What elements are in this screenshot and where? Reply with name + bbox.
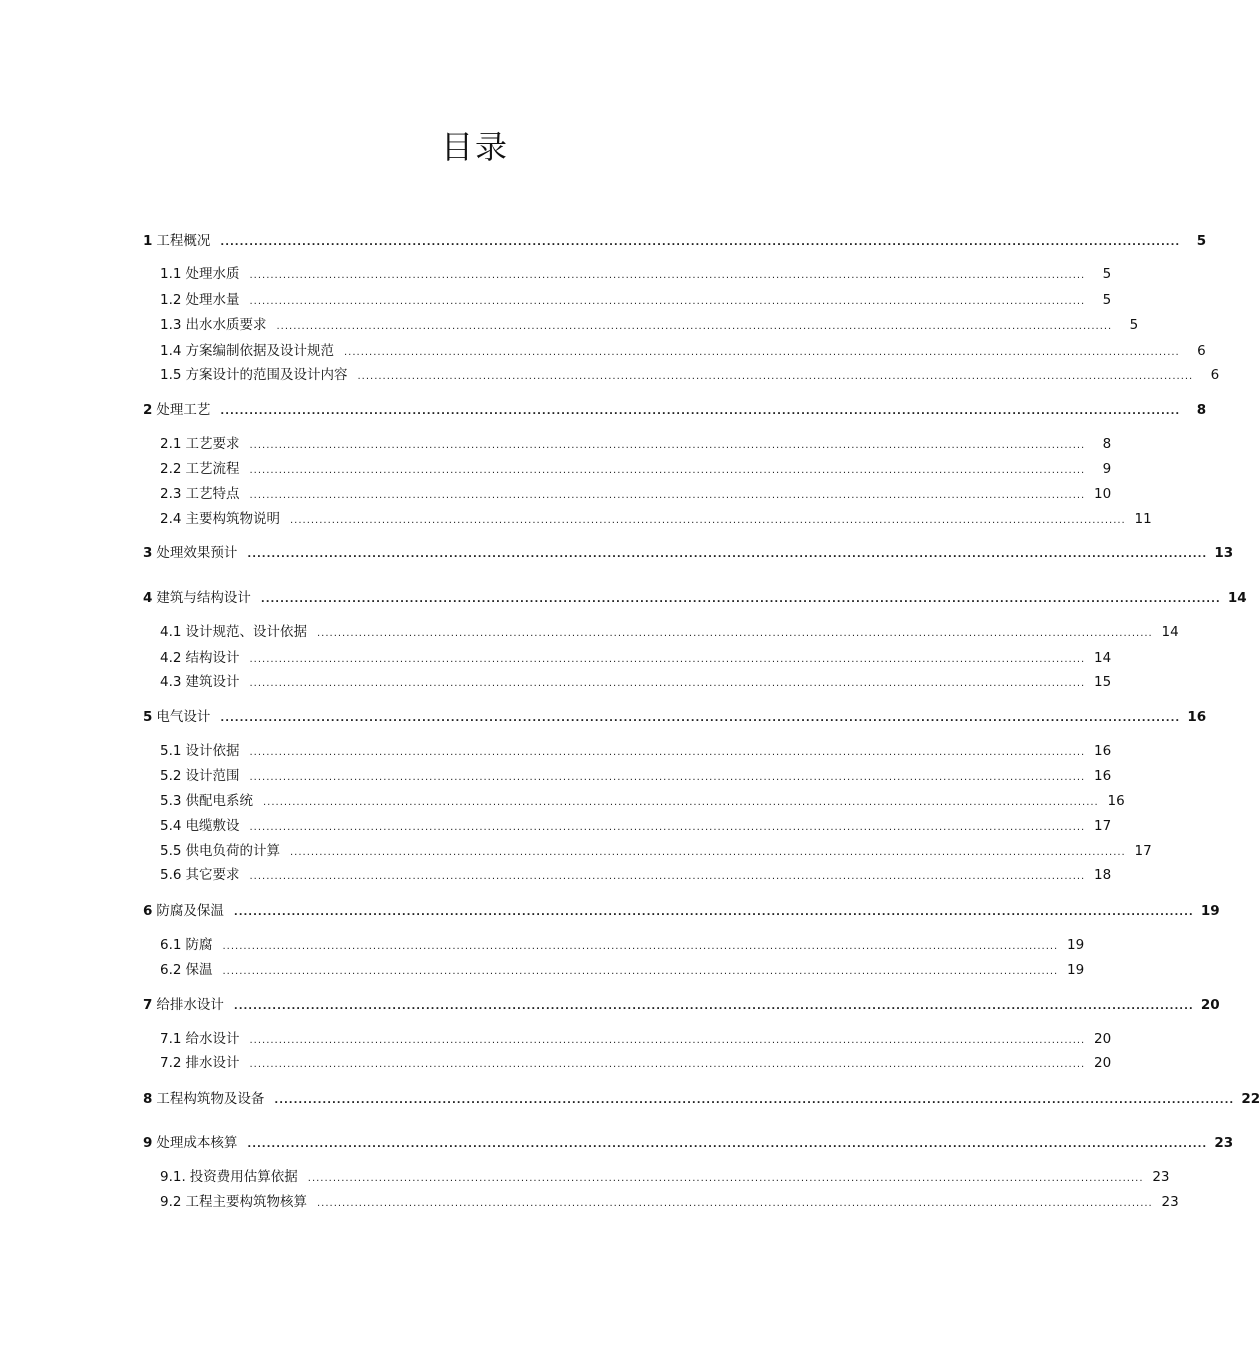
toc-page-number: 19 [1200,903,1220,919]
toc-entry-label: 工程主要构筑物核算 [185,1194,307,1210]
toc-entry-label: 排水设计 [185,1055,240,1071]
toc-entry-number: 5.2 [160,768,182,784]
toc-leader-dots: ........................................................................................................................................................................................................ [222,966,1059,977]
toc-entry-number: 2.2 [160,461,182,477]
toc-page-number: 11 [1134,511,1152,527]
toc-leader-dots: ........................................................................................................................................................................................................ [262,797,1099,808]
toc-section-entry[interactable] [160,1030,1112,1048]
toc-page-number: 10 [1094,486,1112,502]
toc-leader-dots: ........................................................................................................................................................................................................ [233,907,1194,918]
toc-entry-label: 主要构筑物说明 [185,511,280,527]
toc-entry-label: 建筑与结构设计 [156,590,251,606]
toc-entry-label: 给排水设计 [156,997,224,1013]
toc-entry-number: 6 [143,903,153,919]
toc-section-entry[interactable] [160,649,1112,667]
toc-entry-label: 处理水量 [185,292,240,308]
toc-entry-label: 处理成本核算 [156,1135,238,1151]
toc-leader-dots: ........................................................................................................................................................................................................ [289,515,1126,526]
toc-entry-number: 1.2 [160,292,182,308]
toc-entry-label: 处理效果预计 [156,545,238,561]
toc-section-entry[interactable] [160,842,1152,860]
toc-page-number: 22 [1241,1091,1260,1107]
toc-entry-label: 工程概况 [156,233,211,249]
toc-page-number: 9 [1102,461,1112,477]
toc-entry-label: 方案编制依据及设计规范 [185,343,334,359]
toc-page-number: 13 [1214,545,1234,561]
toc-page-number: 23 [1214,1135,1234,1151]
toc-page-number: 14 [1094,650,1112,666]
toc-entry-number: 6.2 [160,962,182,978]
toc-chapter-entry[interactable] [143,996,1220,1014]
toc-page-number: 14 [1161,624,1179,640]
toc-chapter-entry[interactable] [143,544,1234,562]
toc-entry-label: 设计范围 [185,768,240,784]
toc-section-entry[interactable] [160,936,1085,954]
toc-leader-dots: ........................................................................................................................................................................................................ [249,822,1086,833]
toc-page-number: 5 [1102,266,1112,282]
toc-section-entry[interactable] [160,366,1220,384]
toc-entry-number: 9.2 [160,1194,182,1210]
toc-section-entry[interactable] [160,623,1179,641]
toc-entry-number: 1.1 [160,266,182,282]
toc-entry-label: 出水水质要求 [185,317,267,333]
toc-entry-label: 电缆敷设 [185,818,240,834]
toc-entry-number: 2.1 [160,436,182,452]
toc-entry-label: 投资费用估算依据 [189,1169,298,1185]
toc-section-entry[interactable] [160,673,1112,691]
toc-entry-label: 工艺要求 [185,436,240,452]
toc-leader-dots: ........................................................................................................................................................................................................ [249,1035,1086,1046]
toc-entry-number: 7 [143,997,153,1013]
toc-page-number: 20 [1094,1031,1112,1047]
toc-page-number: 16 [1107,793,1125,809]
toc-entry-label: 建筑设计 [185,674,240,690]
toc-entry-number: 4.3 [160,674,182,690]
toc-entry-number: 8 [143,1091,153,1107]
toc-page-number: 6 [1197,343,1206,359]
toc-entry-number: 4 [143,590,153,606]
toc-leader-dots: ........................................................................................................................................................................................................ [357,371,1194,382]
toc-entry-number: 2 [143,402,153,418]
toc-section-entry[interactable] [160,460,1112,478]
toc-entry-label: 设计依据 [185,743,240,759]
toc-entry-number: 1 [143,233,153,249]
toc-leader-dots: ........................................................................................................................................................................................................ [220,713,1181,724]
toc-section-entry[interactable] [160,767,1112,785]
toc-entry-number: 1.3 [160,317,182,333]
toc-chapter-entry[interactable] [143,232,1207,250]
toc-leader-dots: ........................................................................................................................................................................................................ [249,747,1086,758]
toc-entry-label: 设计规范、设计依据 [185,624,307,640]
toc-section-entry[interactable] [160,291,1112,309]
toc-page-number: 20 [1094,1055,1112,1071]
toc-entry-number: 1.4 [160,343,182,359]
toc-leader-dots: ........................................................................................................................................................................................................ [249,772,1086,783]
toc-entry-label: 处理工艺 [156,402,211,418]
toc-entry-label: 防腐及保温 [156,903,224,919]
toc-section-entry[interactable] [160,1054,1112,1072]
toc-section-entry[interactable] [160,1168,1170,1186]
toc-section-entry[interactable] [160,485,1112,503]
toc-page-number: 18 [1094,867,1112,883]
toc-section-entry[interactable] [160,316,1139,334]
toc-entry-label: 结构设计 [185,650,240,666]
toc-page-number: 15 [1094,674,1112,690]
toc-chapter-entry[interactable] [143,589,1247,607]
toc-page-number: 19 [1067,937,1085,953]
toc-page-number: 23 [1152,1169,1170,1185]
toc-page-number: 23 [1161,1194,1179,1210]
toc-leader-dots: ........................................................................................................................................................................................................ [249,440,1086,451]
toc-page-number: 5 [1129,317,1139,333]
toc-entry-label: 方案设计的范围及设计内容 [185,367,348,383]
toc-entry-label: 其它要求 [185,867,240,883]
toc-page-number: 5 [1196,233,1207,249]
toc-leader-dots: ........................................................................................................................................................................................................ [276,321,1113,332]
toc-page-number: 16 [1187,709,1207,725]
toc-leader-dots: ........................................................................................................................................................................................................ [274,1095,1235,1106]
toc-leader-dots: ........................................................................................................................................................................................................ [260,594,1221,605]
toc-leader-dots: ........................................................................................................................................................................................................ [249,871,1086,882]
toc-page-number: 16 [1094,743,1112,759]
toc-page-number: 19 [1067,962,1085,978]
toc-entry-number: 6.1 [160,937,182,953]
page-title: 目录 [440,128,509,166]
toc-entry-number: 5.1 [160,743,182,759]
toc-page-number: 17 [1094,818,1112,834]
toc-chapter-entry[interactable] [143,708,1207,726]
toc-chapter-entry[interactable] [143,1090,1260,1108]
toc-entry-label: 给水设计 [185,1031,240,1047]
toc-section-entry[interactable] [160,866,1112,884]
toc-section-entry[interactable] [160,265,1112,283]
toc-leader-dots: ........................................................................................................................................................................................................ [249,465,1086,476]
toc-entry-number: 3 [143,545,153,561]
toc-leader-dots: ........................................................................................................................................................................................................ [249,678,1086,689]
toc-page-number: 17 [1134,843,1152,859]
toc-chapter-entry[interactable] [143,1134,1234,1152]
toc-leader-dots: ........................................................................................................................................................................................................ [247,549,1208,560]
toc-section-entry[interactable] [160,961,1085,979]
toc-leader-dots: ........................................................................................................................................................................................................ [220,237,1181,248]
toc-section-entry[interactable] [160,510,1152,528]
toc-entry-number: 4.2 [160,650,182,666]
toc-entry-number: 7.2 [160,1055,182,1071]
toc-page-number: 16 [1094,768,1112,784]
toc-entry-number: 5 [143,709,153,725]
toc-entry-label: 保温 [185,962,213,978]
toc-page-number: 8 [1196,402,1207,418]
toc-page-number: 8 [1102,436,1112,452]
toc-section-entry[interactable] [160,742,1112,760]
toc-entry-number: 5.5 [160,843,182,859]
toc-leader-dots: ........................................................................................................................................................................................................ [316,628,1153,639]
toc-leader-dots: ........................................................................................................................................................................................................ [249,270,1086,281]
toc-page-number: 5 [1102,292,1112,308]
toc-section-entry[interactable] [160,817,1112,835]
toc-leader-dots: ........................................................................................................................................................................................................ [247,1139,1208,1150]
toc-entry-label: 工艺流程 [185,461,240,477]
toc-entry-label: 处理水质 [185,266,240,282]
toc-leader-dots: ........................................................................................................................................................................................................ [289,847,1126,858]
toc-leader-dots: ........................................................................................................................................................................................................ [249,490,1086,501]
toc-leader-dots: ........................................................................................................................................................................................................ [249,654,1086,665]
toc-page-number: 14 [1227,590,1247,606]
toc-entry-label: 供电负荷的计算 [185,843,280,859]
toc-leader-dots: ........................................................................................................................................................................................................ [316,1198,1153,1209]
toc-section-entry[interactable] [160,792,1125,810]
toc-leader-dots: ........................................................................................................................................................................................................ [233,1001,1194,1012]
toc-chapter-entry[interactable] [143,401,1207,419]
toc-section-entry[interactable] [160,342,1206,360]
toc-entry-number: 1.5 [160,367,182,383]
toc-entry-label: 电气设计 [156,709,211,725]
toc-entry-number: 5.3 [160,793,182,809]
toc-leader-dots: ........................................................................................................................................................................................................ [249,1059,1086,1070]
toc-entry-number: 9.1. [160,1169,186,1185]
toc-section-entry[interactable] [160,1193,1179,1211]
toc-entry-label: 防腐 [185,937,213,953]
toc-chapter-entry[interactable] [143,902,1220,920]
toc-page-number: 20 [1200,997,1220,1013]
toc-entry-number: 7.1 [160,1031,182,1047]
toc-section-entry[interactable] [160,435,1112,453]
toc-entry-number: 2.3 [160,486,182,502]
toc-entry-number: 5.6 [160,867,182,883]
toc-leader-dots: ........................................................................................................................................................................................................ [343,347,1180,358]
toc-entry-number: 5.4 [160,818,182,834]
toc-leader-dots: ........................................................................................................................................................................................................ [220,406,1181,417]
toc-entry-number: 9 [143,1135,153,1151]
toc-entry-number: 4.1 [160,624,182,640]
toc-leader-dots: ........................................................................................................................................................................................................ [249,296,1086,307]
toc-entry-label: 工程构筑物及设备 [156,1091,265,1107]
toc-entry-label: 工艺特点 [185,486,240,502]
toc-page-number: 6 [1210,367,1220,383]
toc-entry-number: 2.4 [160,511,182,527]
toc-leader-dots: ........................................................................................................................................................................................................ [307,1173,1144,1184]
toc-entry-label: 供配电系统 [185,793,253,809]
toc-leader-dots: ........................................................................................................................................................................................................ [222,941,1059,952]
